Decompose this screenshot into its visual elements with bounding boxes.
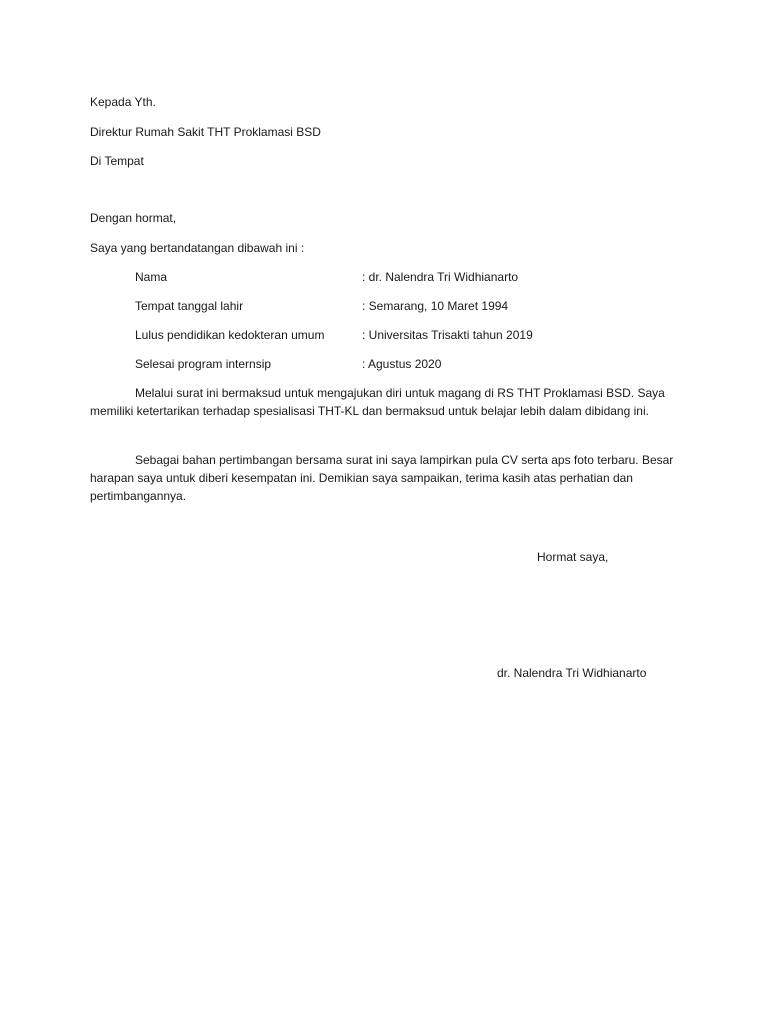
intro-line: Saya yang bertandatangan dibawah ini :: [90, 241, 305, 255]
recipient-line-2: Direktur Rumah Sakit THT Proklamasi BSD: [90, 125, 321, 139]
closing: Hormat saya,: [537, 550, 609, 564]
field-value-nama: : dr. Nalendra Tri Widhianarto: [362, 270, 519, 284]
paragraph-1: Melalui surat ini bermaksud untuk mengajukan diri untuk magang di RS THT Proklamasi BSD. Saya memiliki ketertarikan terhadap spesialisasi THT-KL dan bermaksud untuk belajar lebih dalam dibidang ini.: [90, 386, 665, 418]
field-label-nama: Nama: [135, 270, 168, 284]
field-label-ttl: Tempat tanggal lahir: [135, 299, 244, 313]
field-label-lulus: Lulus pendidikan kedokteran umum: [135, 328, 325, 342]
field-value-internsip: : Agustus 2020: [362, 357, 442, 371]
field-value-ttl: : Semarang, 10 Maret 1994: [362, 299, 509, 313]
recipient-line-3: Di Tempat: [90, 154, 144, 168]
paragraph-2: Sebagai bahan pertimbangan bersama surat ini saya lampirkan pula CV serta aps foto terbaru. Besar harapan saya untuk diberi kesempatan ini. Demikian saya sampaikan, terima kasih atas perhatian dan pertimbangannya.: [90, 453, 674, 503]
field-label-internsip: Selesai program internsip: [135, 357, 272, 371]
signature-name: dr. Nalendra Tri Widhianarto: [497, 666, 647, 680]
recipient-line-1: Kepada Yth.: [90, 95, 156, 109]
field-value-lulus: : Universitas Trisakti tahun 2019: [362, 328, 533, 342]
salutation: Dengan hormat,: [90, 211, 177, 225]
